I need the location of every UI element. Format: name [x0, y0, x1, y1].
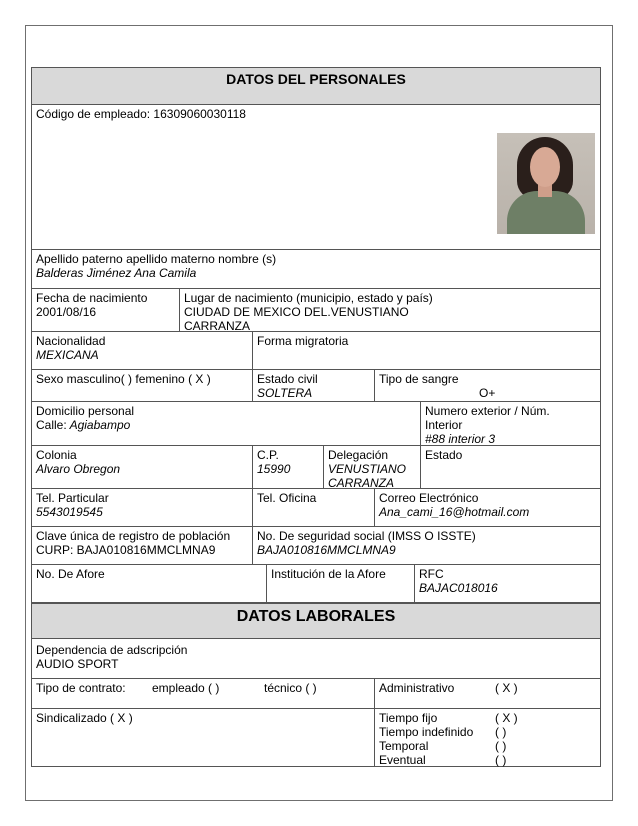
delegacion-label: Delegación	[328, 448, 389, 462]
address-prefix: Calle:	[36, 418, 67, 432]
afore-row	[31, 565, 601, 603]
colonia-value: Alvaro Obregon	[36, 462, 121, 476]
contract-row	[31, 679, 601, 709]
birth-place-value-1: CIUDAD DE MEXICO DEL.VENUSTIANO	[184, 305, 409, 319]
rfc-value: BAJAC018016	[419, 581, 498, 595]
employee-code-row	[31, 105, 601, 250]
delegacion-cell	[323, 446, 420, 488]
section-title: DATOS LABORALES	[236, 608, 396, 625]
tel-oficina-label: Tel. Oficina	[257, 491, 317, 505]
tiempo-mark: ( )	[495, 725, 507, 739]
nationality-row	[31, 332, 601, 370]
admin-cell	[374, 679, 600, 708]
tel-oficina-cell	[252, 489, 374, 526]
nss-label: No. De seguridad social (IMSS O ISSTE)	[257, 529, 476, 543]
cp-value: 15990	[257, 462, 291, 476]
sindicalizado-row	[31, 709, 601, 767]
birth-row	[31, 289, 601, 332]
address-value: Agiabampo	[66, 418, 131, 432]
ext-number-value: #88 interior 3	[425, 432, 496, 446]
ext-number-label-2: Interior	[425, 418, 463, 432]
tel-particular-value: 5543019545	[36, 505, 103, 519]
migratory-label: Forma migratoria	[257, 334, 349, 348]
nss-cell	[252, 527, 600, 564]
sex-cell	[32, 370, 252, 401]
contract-admin: Administrativo	[379, 681, 455, 695]
afore-no-label: No. De Afore	[36, 567, 105, 581]
contract-cell	[32, 679, 374, 708]
civil-status-cell	[252, 370, 374, 401]
delegacion-value-1: VENUSTIANO	[328, 462, 407, 476]
email-cell	[374, 489, 600, 526]
name-row	[31, 250, 601, 289]
email-value: Ana_cami_16@hotmail.com	[379, 505, 530, 519]
nss-value: BAJA010816MMCLMNA9	[257, 543, 396, 557]
civil-status-value: SOLTERA	[257, 386, 313, 400]
email-label: Correo Electrónico	[379, 491, 479, 505]
tiempo-mark: ( X )	[495, 711, 518, 725]
rfc-cell	[414, 565, 600, 602]
blood-type-label: Tipo de sangre	[379, 372, 459, 386]
contract-tecnico: técnico ( )	[264, 681, 317, 695]
section-header-labor	[31, 603, 601, 639]
tiempo-label: Tiempo indefinido	[379, 725, 474, 739]
estado-label: Estado	[425, 448, 463, 462]
afore-inst-label: Institución de la Afore	[271, 567, 386, 581]
section-header-personal	[31, 67, 601, 105]
address-cell	[32, 402, 420, 445]
ext-number-label-1: Numero exterior / Núm.	[425, 404, 550, 418]
colonia-cell	[32, 446, 252, 488]
sex-label: Sexo masculino( ) femenino ( X )	[36, 372, 211, 386]
employee-code: Código de empleado: 16309060030118	[36, 107, 246, 121]
sex-row	[31, 370, 601, 402]
birth-date-value: 2001/08/16	[36, 305, 97, 319]
cp-label: C.P.	[257, 448, 279, 462]
dependencia-row	[31, 639, 601, 679]
civil-status-label: Estado civil	[257, 372, 318, 386]
birth-date-cell	[32, 289, 179, 331]
birth-place-cell	[179, 289, 600, 331]
tiempo-mark: ( )	[495, 753, 507, 767]
name-cell	[32, 250, 600, 288]
birth-date-label: Fecha de nacimiento	[36, 291, 148, 305]
afore-no-cell	[32, 565, 266, 602]
cp-cell	[252, 446, 323, 488]
section-title: DATOS DEL PERSONALES	[226, 71, 406, 87]
nationality-cell	[32, 332, 252, 369]
colonia-row	[31, 446, 601, 489]
tiempo-label: Temporal	[379, 739, 429, 753]
address-label: Domicilio personal	[36, 404, 135, 418]
name-value: Balderas Jiménez Ana Camila	[36, 266, 197, 280]
curp-cell	[32, 527, 252, 564]
curp-value: CURP: BAJA010816MMCLMNA9	[36, 543, 216, 557]
tiempo-cell	[374, 709, 600, 766]
contract-empleado: empleado ( )	[152, 681, 220, 695]
dependencia-value: AUDIO SPORT	[36, 657, 119, 671]
rfc-label: RFC	[419, 567, 444, 581]
sindicalizado-label: Sindicalizado ( X )	[36, 711, 133, 725]
birth-place-label: Lugar de nacimiento (municipio, estado y país)	[184, 291, 433, 305]
delegacion-value-2: CARRANZA	[328, 476, 395, 490]
phone-row	[31, 489, 601, 527]
curp-row	[31, 527, 601, 565]
nationality-value: MEXICANA	[36, 348, 99, 362]
tiempo-label: Tiempo fijo	[379, 711, 438, 725]
contract-admin-mark: ( X )	[495, 681, 518, 695]
nationality-label: Nacionalidad	[36, 334, 106, 348]
afore-inst-cell	[266, 565, 414, 602]
employee-photo	[497, 133, 595, 234]
tel-particular-label: Tel. Particular	[36, 491, 109, 505]
migratory-cell	[252, 332, 600, 369]
estado-cell	[420, 446, 600, 488]
sindicalizado-cell	[32, 709, 374, 766]
birth-place-value-2: CARRANZA	[184, 319, 251, 333]
tiempo-label: Eventual	[379, 753, 426, 767]
contract-label: Tipo de contrato:	[36, 681, 126, 695]
colonia-label: Colonia	[36, 448, 77, 462]
tiempo-mark: ( )	[495, 739, 507, 753]
name-label: Apellido paterno apellido materno nombre (s)	[36, 252, 277, 266]
dependencia-label: Dependencia de adscripción	[36, 643, 188, 657]
dependencia-cell	[32, 639, 600, 678]
curp-label: Clave única de registro de población	[36, 529, 231, 543]
blood-type-value: O+	[479, 386, 496, 400]
address-row	[31, 402, 601, 446]
ext-number-cell	[420, 402, 600, 445]
blood-type-cell	[374, 370, 600, 401]
tel-particular-cell	[32, 489, 252, 526]
